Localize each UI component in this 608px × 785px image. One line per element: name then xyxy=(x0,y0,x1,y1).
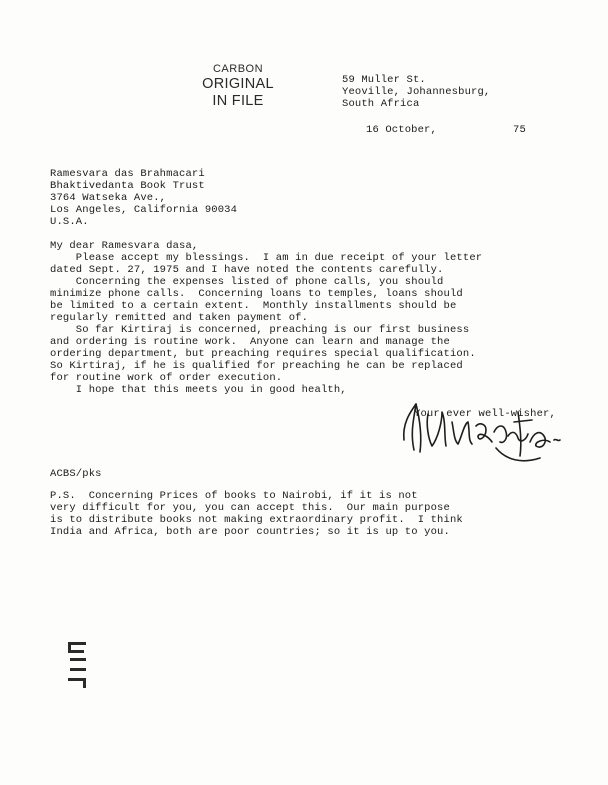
body-line: Please accept my blessings. I am in due receipt of your letter xyxy=(50,252,483,264)
date-day-month: 16 October, xyxy=(366,124,437,136)
ps-line: very difficult for you, you can accept this. Our main purpose xyxy=(50,502,450,514)
date-year: 75 xyxy=(513,124,526,136)
stamp-line-carbon: CARBON xyxy=(212,63,264,75)
body-line: Concerning the expenses listed of phone calls, you should xyxy=(50,276,444,288)
reference-initials: ACBS/pks xyxy=(50,468,102,480)
body-line: I hope that this meets you in good health, xyxy=(50,384,347,396)
ps-line: P.S. Concerning Prices of books to Nairobi, if it is not xyxy=(50,490,418,502)
recipient-line: U.S.A. xyxy=(50,216,89,228)
sender-address-line: Yeoville, Johannesburg, xyxy=(342,86,491,98)
sender-address-line: 59 Muller St. xyxy=(342,74,426,86)
recipient-line: Bhaktivedanta Book Trust xyxy=(50,180,205,192)
ps-line: India and Africa, both are poor countries; so it is up to you. xyxy=(50,526,450,538)
recipient-line: 3764 Watseka Ave., xyxy=(50,192,167,204)
stamp-line-in-file: IN FILE xyxy=(212,93,264,109)
body-line: minimize phone calls. Concerning loans to temples, loans should xyxy=(50,288,463,300)
carbon-original-stamp xyxy=(188,62,288,110)
recipient-line: Ramesvara das Brahmacari xyxy=(50,168,205,180)
body-line: regularly remitted and taken payment of. xyxy=(50,312,309,324)
body-line: be limited to a certain extent. Monthly installments should be xyxy=(50,300,457,312)
body-line: dated Sept. 27, 1975 and I have noted the contents carefully. xyxy=(50,264,444,276)
sender-address-line: South Africa xyxy=(342,98,420,110)
handwritten-signature xyxy=(398,392,568,472)
stamp-line-original: ORIGINAL xyxy=(202,76,274,92)
archive-number-stamp xyxy=(58,636,98,696)
ps-line: is to distribute books not making extraordinary profit. I think xyxy=(50,514,463,526)
body-line: for routine work of order execution. xyxy=(50,372,283,384)
closing-line: Your ever well-wisher, xyxy=(414,408,556,420)
salutation: My dear Ramesvara dasa, xyxy=(50,240,199,252)
body-line: So far Kirtiraj is concerned, preaching is our first business xyxy=(50,324,470,336)
body-line: So Kirtiraj, if he is qualified for preaching he can be replaced xyxy=(50,360,463,372)
body-line: and ordering is routine work. Anyone can learn and manage the xyxy=(50,336,450,348)
recipient-line: Los Angeles, California 90034 xyxy=(50,204,238,216)
body-line: ordering department, but preaching requires special qualification. xyxy=(50,348,476,360)
